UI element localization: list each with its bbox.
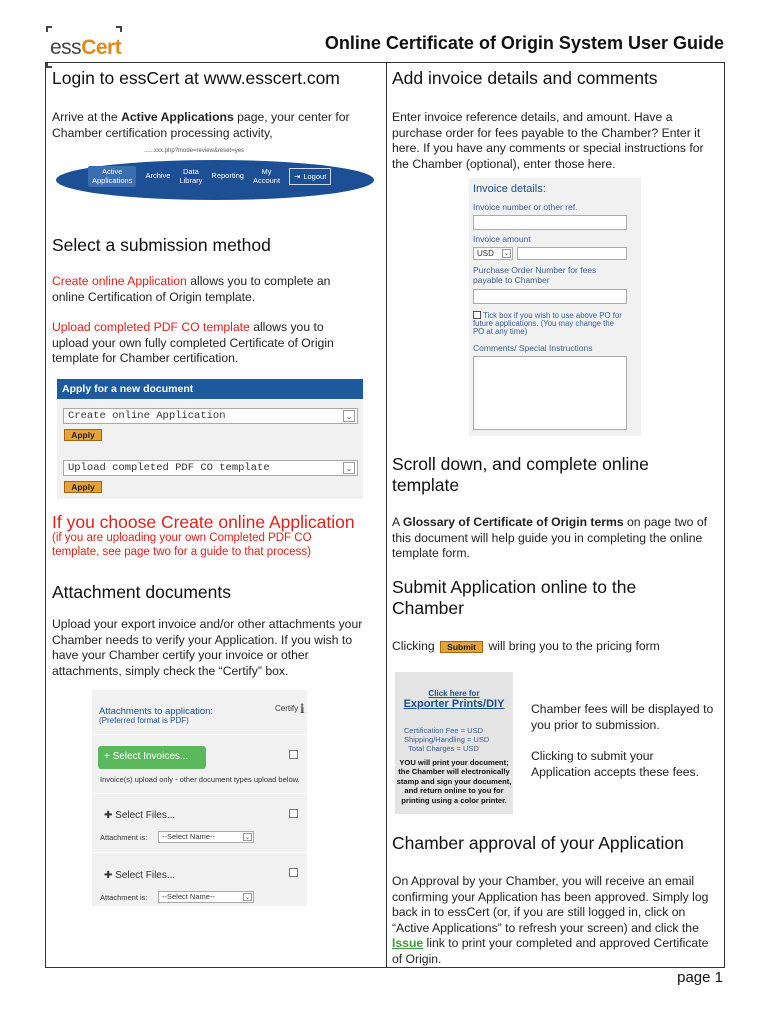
fees-paragraph: Chamber fees will be displayed to you prior to submission. [531,702,714,732]
certify-invoice-checkbox[interactable] [289,750,298,759]
attachments-title: Attachments to application: [99,706,214,717]
po-number-input[interactable] [473,289,627,304]
logo-corner-mark [116,26,122,32]
document-title: Online Certificate of Origin System User Guide [324,33,724,53]
submit-button[interactable]: Submit [440,641,483,653]
currency-select[interactable]: USD ⌄ [473,247,513,260]
invoice-details-title: Invoice details: [473,183,546,195]
invoice-amount-input[interactable] [517,247,627,260]
logo-wordmark: essCert [50,36,122,59]
chevron-down-icon: ⌄ [503,250,510,257]
certify-file-checkbox[interactable] [289,809,298,818]
accept-fees-paragraph: Clicking to submit your Application accepts these fees. [531,749,700,779]
chevron-down-icon: ⌄ [244,834,251,841]
upload-pdf-paragraph: Upload completed PDF CO template allows you to upload your own fully completed Certificate of Origin template for Chamber certification. [52,320,334,365]
choose-create-note: (if you are uploading your own Completed PDF CO template, see page two for a guide to that process) [52,532,312,558]
attachment-paragraph: Upload your export invoice and/or other attachments your Chamber needs to verify your Application. If you wish to have your Chamber certify your invoice or other attachments, simply check the “Certify” box. [52,617,363,678]
divider [92,734,307,735]
certify-label: Certify [275,704,299,713]
apply-button[interactable]: Apply [64,429,102,441]
apply-new-document-screenshot [57,379,363,499]
submit-paragraph: Clicking Submit will bring you to the pricing form [392,639,660,653]
logout-icon: ⇥ [294,172,301,181]
exporter-prints-link[interactable]: Exporter Prints/DIY [403,698,505,710]
url-text: ......xxx.php?mode=review&reset=yes [144,148,245,154]
issue-link[interactable]: Issue [392,936,424,950]
attachments-subtitle: (Preferred format is PDF) [99,716,189,725]
nav-item-my-account[interactable]: My Account [252,167,281,185]
comments-label: Comments/ Special Instructions [473,343,593,353]
comments-textarea[interactable] [473,356,627,430]
create-online-paragraph: Create online Application allows you to complete an online Certification of Origin template. [52,274,331,304]
nav-item-reporting[interactable]: Reporting [211,171,244,181]
login-heading: Login to essCert at www.esscert.com [52,68,340,88]
print-note: YOU will print your document; the Chamber will electronically stamp and sign your document, and return online to you for printing using a color printer. [396,758,512,805]
attachment-name-select[interactable]: --Select Name-- ⌄ [158,831,254,843]
upload-pdf-select[interactable]: Upload completed PDF CO template ⌄ [63,460,358,476]
select-files-button[interactable]: ✚ Select Files... [104,810,176,821]
page-number: page 1 [677,969,723,986]
attachment-heading: Attachment documents [52,582,231,602]
approval-paragraph: On Approval by your Chamber, you will receive an email confirming your Application has been approved. Simply log back in to essCert (or, if you are still logged in, click on “Active Applications” to refresh your screen) and click the Issue link to print your completed and approved Certificate of Origin. [392,874,709,966]
submission-method-heading: Select a submission method [52,235,271,255]
attachment-is-label: Attachment is: [100,833,148,842]
submit-heading: Submit Application online to the Chamber [392,577,637,618]
select-invoices-button[interactable]: + Select Invoices... [98,746,206,769]
nav-item-active-applications[interactable]: Active Applications [88,166,136,187]
create-online-select[interactable]: Create online Application ⌄ [63,408,358,424]
plus-icon: ✚ [104,810,116,821]
invoice-details-screenshot [469,178,641,436]
apply-header: Apply for a new document [57,379,363,399]
info-icon[interactable]: i [300,702,305,716]
logo-corner-mark [46,26,52,32]
nav-item-data-library[interactable]: Data Library [179,167,203,185]
certify-file-checkbox[interactable] [289,868,298,877]
chevron-down-icon: ⌄ [343,410,355,422]
chevron-down-icon: ⌄ [343,462,355,474]
column-divider [386,63,387,967]
invoice-paragraph: Enter invoice reference details, and amount. Have a purchase order for fees payable to the Chamber? Enter it here. If you have any comments or special instructions for the Chamber (optional), enter those here. [392,110,704,171]
glossary-paragraph: A Glossary of Certificate of Origin terms on page two of this document will help guide you in completing the online template form. [392,515,707,560]
nav-item-archive[interactable]: Archive [145,171,171,181]
divider [92,852,307,853]
logout-button[interactable]: ⇥ Logout [289,168,331,185]
login-paragraph: Arrive at the Active Applications page, your center for Chamber certification processing activity, [52,110,350,140]
click-here-link[interactable]: Click here for [428,689,480,698]
pricing-form-screenshot [395,672,513,814]
attachments-screenshot [92,690,307,906]
invoice-note: Invoice(s) upload only - other document types upload below. [100,775,300,784]
use-po-checkbox[interactable] [473,311,481,319]
apply-button[interactable]: Apply [64,481,102,493]
invoice-amount-label: Invoice amount [473,234,531,244]
plus-icon: ✚ [104,870,116,881]
navigation-bar-screenshot [52,142,376,206]
chevron-down-icon: ⌄ [244,894,251,901]
choose-create-heading: If you choose Create online Application [52,512,355,532]
invoice-number-input[interactable] [473,215,627,230]
attachment-is-label: Attachment is: [100,893,148,902]
attachment-name-select[interactable]: --Select Name-- ⌄ [158,891,254,903]
use-po-label: Tick box if you wish to use above PO for future applications. (You may change the PO at any time) [473,311,622,336]
fee-summary: Certification Fee = USD Shipping/Handling = USD Total Charges = USD [404,726,490,753]
po-label: Purchase Order Number for fees payable to Chamber [473,265,597,285]
scroll-heading: Scroll down, and complete online template [392,454,649,495]
invoice-number-label: Invoice number or other ref. [473,202,578,212]
select-files-button[interactable]: ✚ Select Files... [104,870,176,881]
divider [92,793,307,794]
approval-heading: Chamber approval of your Application [392,833,684,853]
invoice-heading: Add invoice details and comments [392,68,658,88]
